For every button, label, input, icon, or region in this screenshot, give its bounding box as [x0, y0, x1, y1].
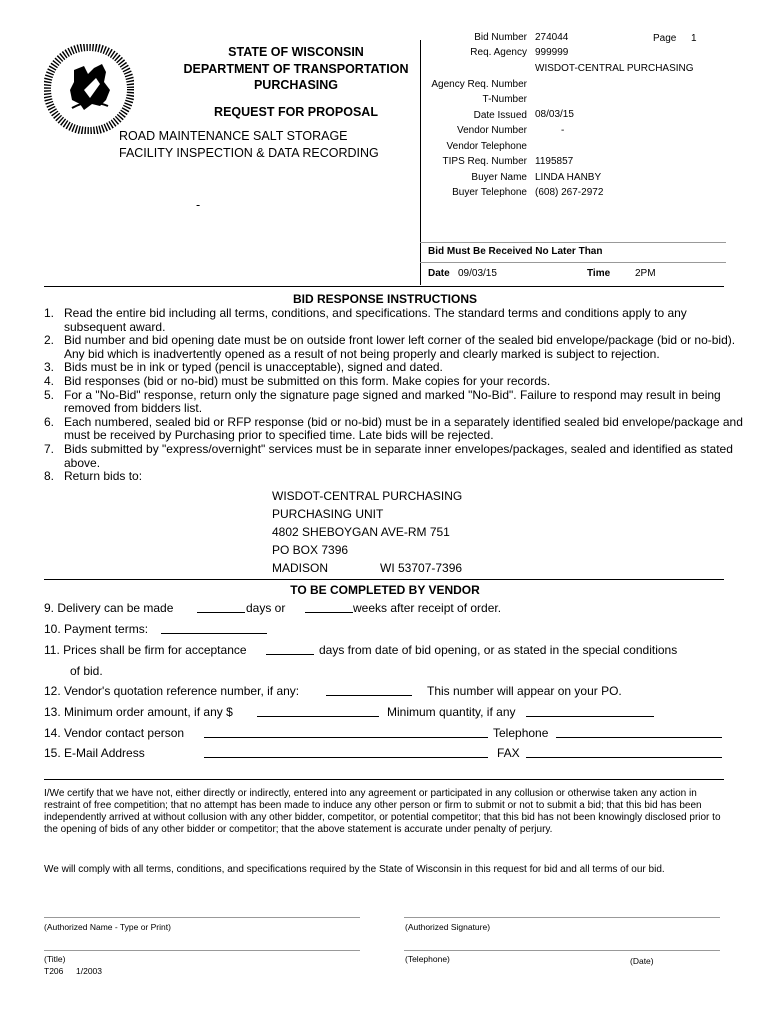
date-label: (Date) — [630, 956, 654, 966]
deadline-top-rule — [420, 242, 726, 243]
instruction-text: Return bids to: — [64, 469, 143, 484]
instruction-text: Bids must be in ink or typed (pencil is unacceptable), signed and dated. — [64, 360, 443, 375]
instruction-number: 4. — [44, 373, 55, 388]
vendor-section-rule — [44, 579, 724, 580]
q14-telephone-label: Telephone — [493, 726, 549, 740]
buyer-telephone-label: Buyer Telephone — [452, 187, 527, 198]
min-quantity-field[interactable] — [526, 716, 654, 717]
deadline-label: Bid Must Be Received No Later Than — [428, 246, 603, 257]
seal-icon — [44, 44, 134, 134]
req-agency-label: Req. Agency — [470, 47, 527, 58]
page-value: 1 — [691, 33, 697, 44]
q12-note: This number will appear on your PO. — [427, 684, 622, 698]
delivery-days-field[interactable] — [197, 612, 245, 613]
page-label: Page — [653, 33, 677, 44]
quotation-reference-field[interactable] — [326, 695, 412, 696]
certification-rule — [44, 779, 724, 780]
certification-statement: I/We certify that we have not, either directly or indirectly, entered into any agreement or participated in any collusion or otherwise taken any action in restraint of free competition; that no attempt has been made to induce any other person or firm to submit or not to submit a bid; that this bid has been independently arrived at without collusion with any other bidder, competitor, or potential competitor; that this bid has not been knowingly disclosed prior to the opening of bids of any other bidder or competitor; that the above statement is accurate under penalty of perjury. — [44, 788, 721, 835]
header-dash: - — [196, 198, 201, 212]
instruction-text: Each numbered, sealed bid or RFP response (bid or no-bid) must be in a separately identified sealed bid envelope/package and must be received by Purchasing prior to specified time. Late bids will be rejected. — [64, 414, 743, 443]
form-id: T206 — [44, 966, 64, 976]
q12-reference-label: 12. Vendor's quotation reference number, if any: — [44, 684, 300, 698]
t-number-label: T-Number — [482, 94, 527, 105]
req-agency-name: WISDOT-CENTRAL PURCHASING — [535, 63, 694, 74]
q13-min-order-label: 13. Minimum order amount, if any $ — [44, 705, 233, 719]
authorized-name-line[interactable] — [44, 917, 360, 918]
deadline-time-value: 2PM — [635, 268, 656, 279]
payment-terms-field[interactable] — [161, 633, 267, 634]
agency-name-line1: STATE OF WISCONSIN — [228, 45, 364, 59]
q9-weeks-label: weeks after receipt of order. — [353, 601, 502, 615]
q11-prices-label: 11. Prices shall be firm for acceptance — [44, 643, 247, 657]
min-order-amount-field[interactable] — [257, 716, 379, 717]
instruction-text: Bid responses (bid or no-bid) must be submitted on this form. Make copies for your records. — [64, 373, 551, 388]
date-issued-label: Date Issued — [473, 110, 527, 121]
instruction-item — [44, 443, 744, 470]
q15-email-label: 15. E-Mail Address — [44, 746, 145, 760]
instruction-text: Bid number and bid opening date must be on outside front lower left corner of the sealed bid envelope/package (bid or no-bid). Any bid which is inadvertently opened as a result of not being properly and clearly marked is subject to rejection. — [64, 333, 736, 361]
vendor-section-title: TO BE COMPLETED BY VENDOR — [290, 583, 480, 597]
instructions-title: BID RESPONSE INSTRUCTIONS — [292, 292, 478, 306]
authorized-name-label: (Authorized Name - Type or Print) — [44, 922, 171, 932]
instruction-number: 6. — [44, 414, 55, 429]
delivery-weeks-field[interactable] — [305, 612, 353, 613]
instruction-number: 2. — [44, 333, 55, 348]
price-firm-days-field[interactable] — [266, 654, 314, 655]
instruction-item — [44, 334, 744, 361]
q13-min-qty-label: Minimum quantity, if any — [387, 705, 516, 719]
header-bottom-rule — [44, 286, 724, 287]
agency-name-line3: PURCHASING — [253, 78, 339, 92]
agency-name-line2: DEPARTMENT OF TRANSPORTATION — [183, 62, 409, 76]
q9-days-label: days or — [246, 601, 286, 615]
instruction-number: 5. — [44, 387, 55, 402]
contact-person-field[interactable] — [204, 737, 488, 738]
q10-payment-label: 10. Payment terms: — [44, 622, 149, 636]
deadline-date-value: 09/03/15 — [458, 268, 497, 279]
contact-telephone-field[interactable] — [556, 737, 722, 738]
instruction-number: 1. — [44, 306, 55, 320]
date-issued-value: 08/03/15 — [535, 109, 574, 120]
return-address-line1: WISDOT-CENTRAL PURCHASING — [272, 489, 463, 503]
tips-value: 1195857 — [535, 156, 574, 167]
return-address-line4: PO BOX 7396 — [272, 543, 349, 557]
return-address-state-zip: WI 53707-7396 — [380, 561, 463, 575]
deadline-time-label: Time — [587, 268, 611, 279]
authorized-signature-label: (Authorized Signature) — [405, 922, 491, 932]
instruction-number: 3. — [44, 360, 55, 375]
instruction-item — [44, 389, 744, 416]
title-label: (Title) — [44, 954, 66, 964]
agency-req-number-label: Agency Req. Number — [431, 79, 527, 90]
bid-number-label: Bid Number — [474, 32, 527, 43]
vendor-number-label: Vendor Number — [456, 125, 527, 136]
email-address-field[interactable] — [204, 757, 488, 758]
instruction-text: Bids submitted by "express/overnight" services must be in separate inner envelopes/packages, sealed and identified as stated above. — [64, 441, 733, 470]
deadline-date-label: Date — [428, 268, 450, 279]
authorized-signature-line[interactable] — [404, 917, 720, 918]
instructions-list — [44, 307, 744, 484]
document-type: REQUEST FOR PROPOSAL — [214, 105, 378, 119]
instruction-text: Read the entire bid including all terms, conditions, and specifications. The standard terms and conditions apply to any subsequent award. — [64, 306, 687, 334]
project-title-line1: ROAD MAINTENANCE SALT STORAGE — [119, 129, 348, 143]
instruction-text: For a "No-Bid" response, return only the signature page signed and marked "No-Bid". Failure to respond may result in being removed from bidders list. — [64, 387, 721, 416]
telephone-label: (Telephone) — [405, 954, 450, 964]
q14-contact-label: 14. Vendor contact person — [44, 726, 185, 740]
buyer-name-label: Buyer Name — [471, 172, 527, 183]
deadline-mid-rule — [420, 262, 726, 263]
wisconsin-dot-seal — [44, 44, 134, 134]
telephone-date-line[interactable] — [404, 950, 720, 951]
vendor-number-value: - — [561, 125, 565, 136]
q11-continuation: of bid. — [70, 664, 103, 678]
q11-days-label: days from date of bid opening, or as stated in the special conditions — [319, 643, 678, 657]
form-date: 1/2003 — [76, 966, 102, 976]
instruction-item — [44, 375, 744, 389]
q9-delivery-label: 9. Delivery can be made — [44, 601, 174, 615]
return-address-line2: PURCHASING UNIT — [272, 507, 384, 521]
instruction-number: 8. — [44, 469, 55, 484]
req-agency-value: 999999 — [535, 47, 569, 58]
return-address-city: MADISON — [272, 561, 329, 575]
project-title-line2: FACILITY INSPECTION & DATA RECORDING — [119, 146, 379, 160]
buyer-name-value: LINDA HANBY — [535, 172, 602, 183]
instruction-item — [44, 416, 744, 443]
title-line[interactable] — [44, 950, 360, 951]
vendor-telephone-label: Vendor Telephone — [446, 141, 527, 152]
fax-field[interactable] — [526, 757, 722, 758]
return-address-line3: 4802 SHEBOYGAN AVE-RM 751 — [272, 525, 450, 539]
tips-label: TIPS Req. Number — [442, 156, 527, 167]
q15-fax-label: FAX — [497, 746, 520, 760]
bid-number-value: 274044 — [535, 32, 569, 43]
instruction-item — [44, 361, 744, 375]
instruction-item — [44, 307, 744, 334]
buyer-telephone-value: (608) 267-2972 — [535, 187, 604, 198]
compliance-statement: We will comply with all terms, conditions, and specifications required by the State of Wisconsin in this request for bid and all terms of our bid. — [44, 864, 665, 875]
instruction-item — [44, 470, 744, 484]
instruction-number: 7. — [44, 441, 55, 456]
